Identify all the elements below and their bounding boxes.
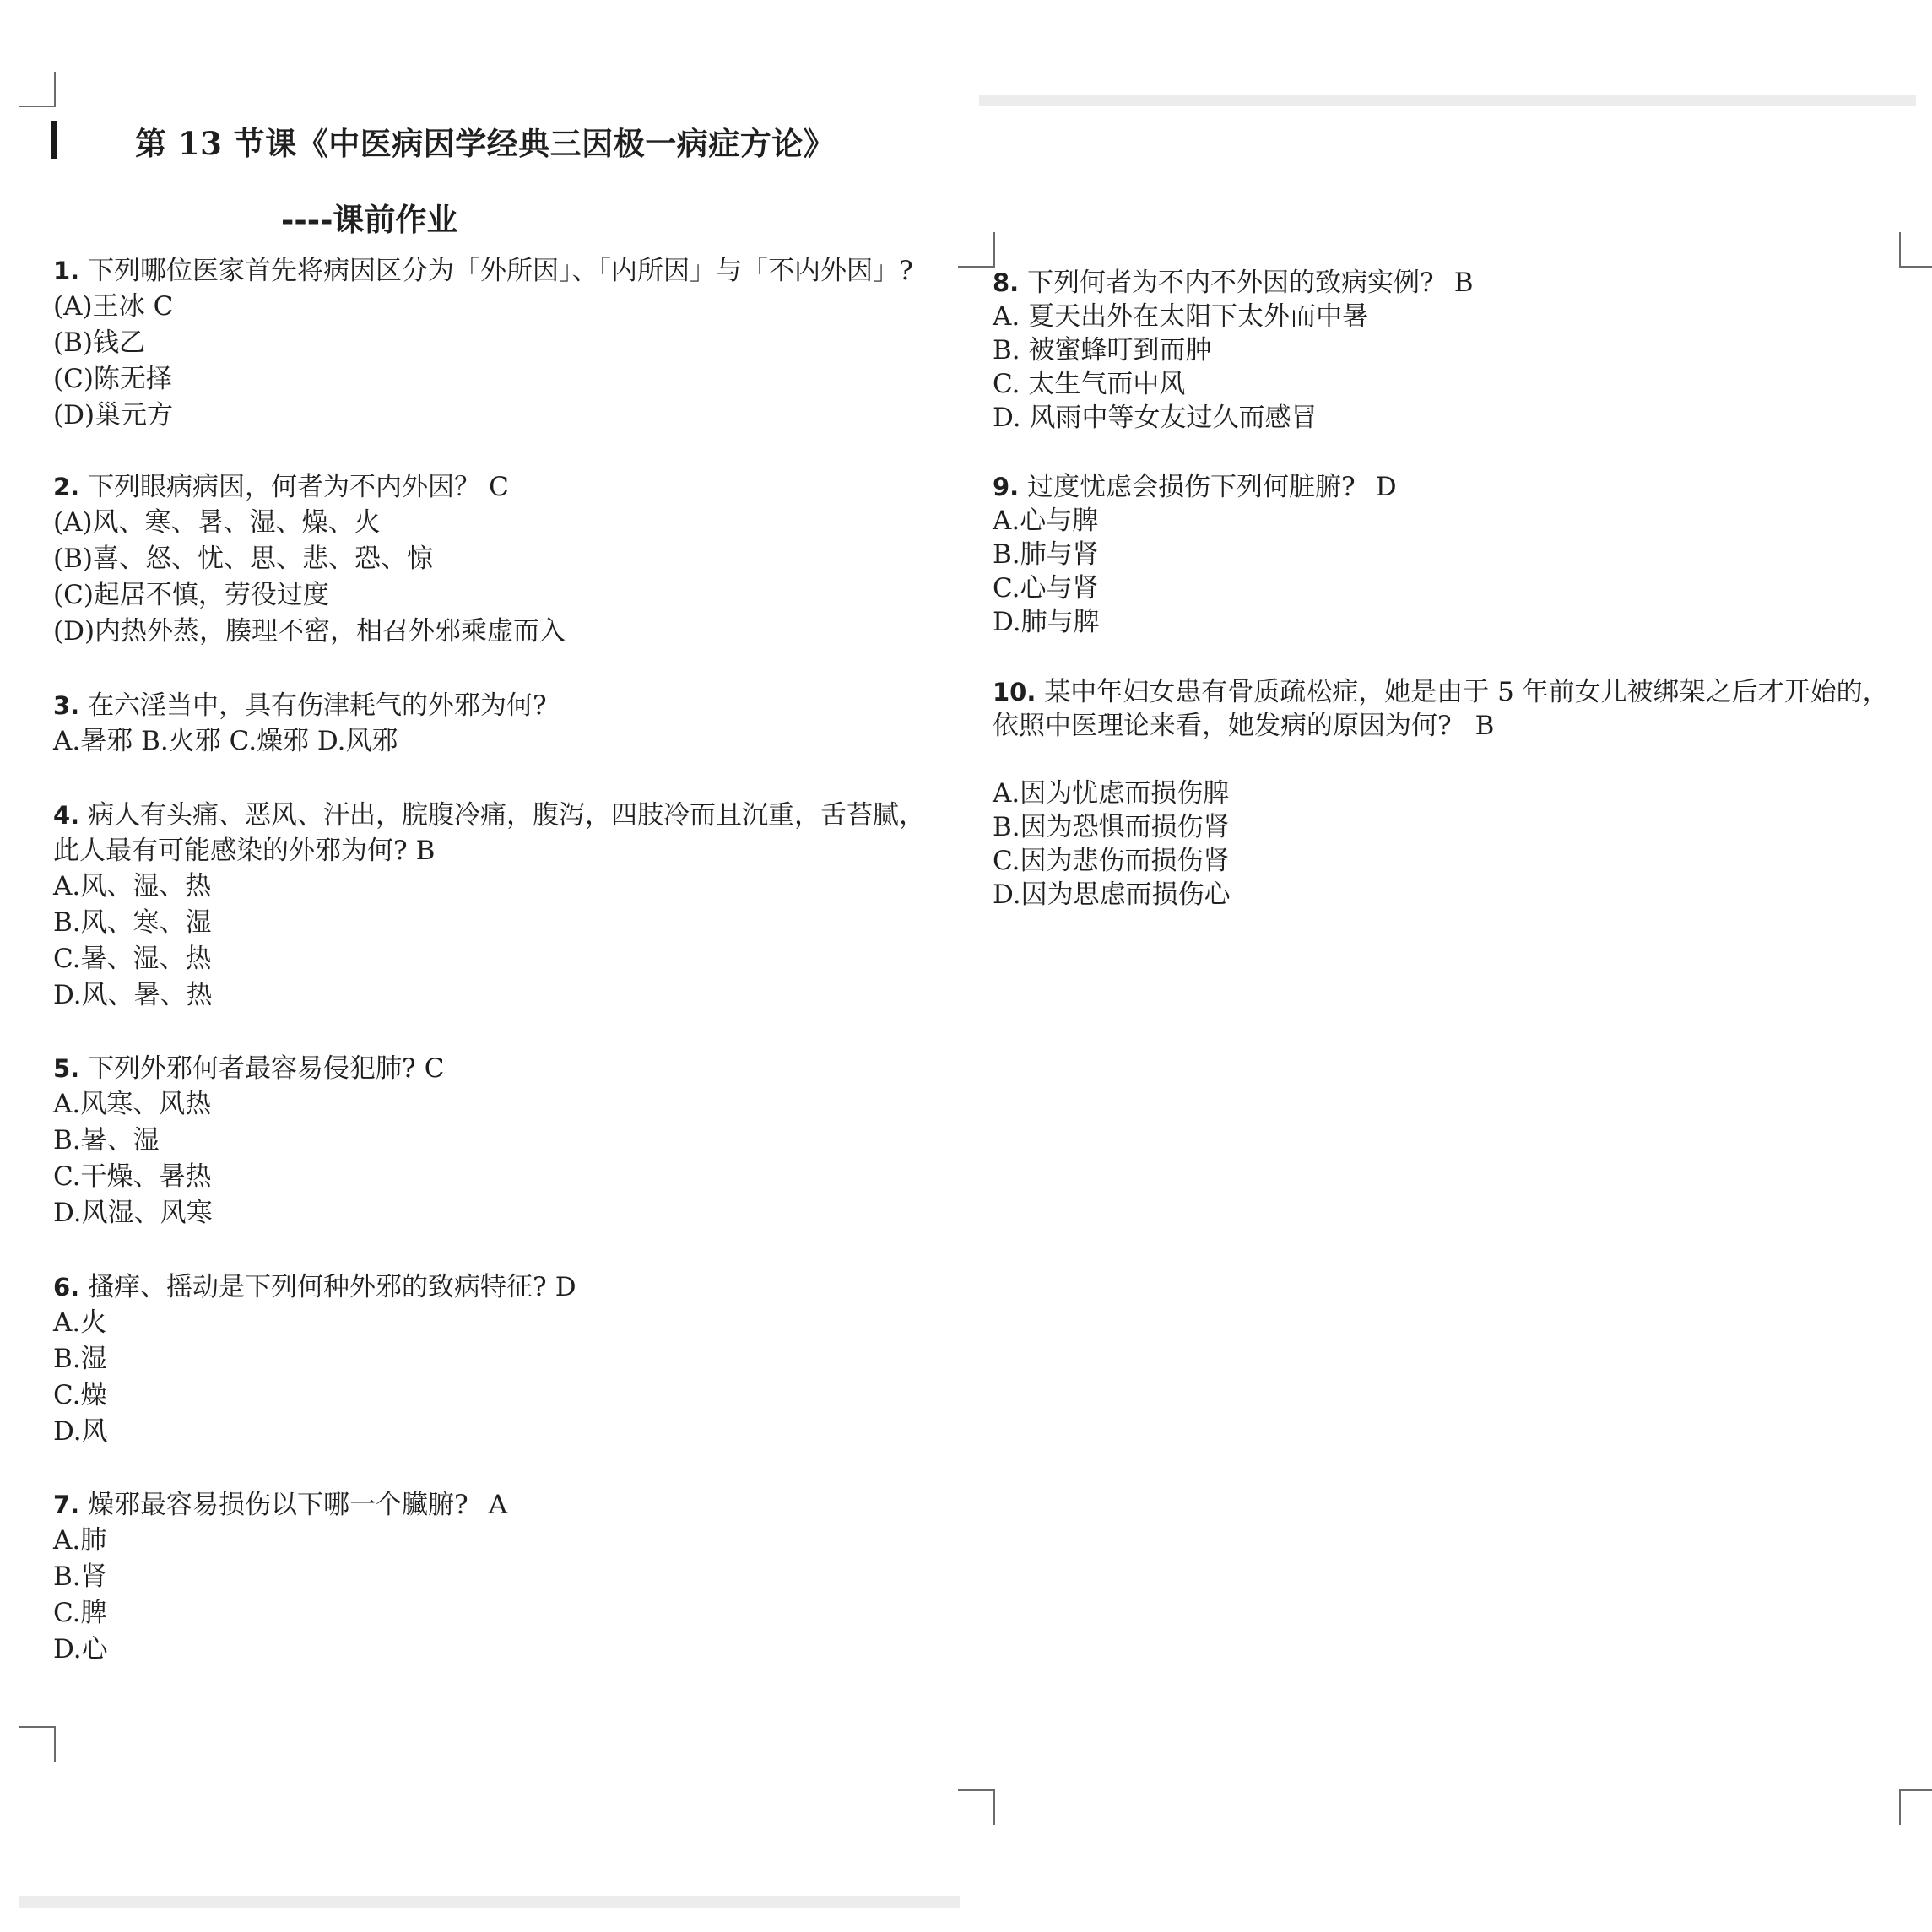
- option: A.心与脾: [993, 506, 1099, 536]
- question-2: 2. 下列眼病病因，何者为不内外因？ C (A)风、寒、暑、湿、燥、火 (B)喜、怒、忧、思、悲、恐、惊 (C)起居不慎，劳役过度 (D)内热外蒸，腠理不密，相召外邪乘虚而入: [53, 469, 566, 650]
- option: C. 太生气而中风: [993, 369, 1186, 399]
- option: B. 被蜜蜂叮到而肿: [993, 335, 1212, 365]
- answer-mark: A: [488, 1490, 508, 1520]
- change-bar: [51, 121, 57, 159]
- option: A.火: [53, 1307, 107, 1338]
- answer-mark: B: [1453, 268, 1474, 298]
- question-10: 10. 某中年妇女患有骨质疏松症，她是由于 5 年前女儿被绑架之后才开始的， 依照中医理论来看，她发病的原因为何? B A.因为忧虑而损伤脾 B.因为恐惧而损伤肾 C.因为悲伤而损伤肾 D.因为思虑而损伤心: [993, 677, 1889, 910]
- question-1: 1. 下列哪位医家首先将病因区分为「外所因」、「内所因」与「不内外因」? (A)王冰 C (B)钱乙 (C)陈无择 (D)巢元方: [53, 253, 913, 434]
- document-page-right: [979, 93, 1932, 1916]
- question-stem: 某中年妇女患有骨质疏松症，她是由于 5 年前女儿被绑架之后才开始的，: [1044, 677, 1889, 707]
- question-stem: 搔痒、摇动是下列何种外邪的致病特征?: [88, 1272, 547, 1302]
- question-stem: 下列外邪何者最容易侵犯肺?: [88, 1053, 416, 1084]
- option: D.风: [53, 1416, 108, 1447]
- option: D. 风雨中等女友过久而感冒: [993, 403, 1318, 433]
- option: (B)钱乙: [53, 327, 145, 358]
- question-9: 9. 过度忧虑会损伤下列何脏腑? D A.心与脾 B.肺与肾 C.心与肾 D.肺与脾: [993, 472, 1397, 637]
- option: (D)巢元方: [53, 400, 174, 430]
- option: B.风、寒、湿: [53, 907, 212, 938]
- question-stem-continued: 依照中医理论来看，她发病的原因为何?: [993, 711, 1452, 741]
- option: B.湿: [53, 1344, 107, 1374]
- option: B.肾: [53, 1561, 107, 1592]
- option: A.风、湿、热: [53, 871, 212, 901]
- option: B.肺与肾: [993, 539, 1099, 570]
- option: (B)喜、怒、忧、思、悲、恐、惊: [53, 544, 433, 574]
- option-row: A.暑邪 B.火邪 C.燥邪 D.风邪: [53, 726, 398, 756]
- answer-mark: C: [153, 291, 174, 322]
- question-stem: 过度忧虑会损伤下列何脏腑?: [1027, 472, 1356, 502]
- option: D.风、暑、热: [53, 980, 213, 1010]
- option: C.脾: [53, 1598, 107, 1628]
- question-stem: 下列哪位医家首先将病因区分为「外所因」、「内所因」与「不内外因」?: [88, 256, 913, 286]
- document-page-left: [0, 0, 962, 1932]
- option: D.肺与脾: [993, 607, 1100, 637]
- option: D.因为思虑而损伤心: [993, 879, 1231, 910]
- option: D.风湿、风寒: [53, 1198, 213, 1228]
- answer-mark: C: [489, 472, 509, 502]
- option: A.肺: [53, 1525, 107, 1556]
- option: A.因为忧虑而损伤脾: [993, 778, 1230, 809]
- option: B.暑、湿: [53, 1125, 160, 1155]
- question-stem: 下列眼病病因，何者为不内外因？: [88, 472, 481, 502]
- option: (C)起居不慎，劳役过度: [53, 580, 329, 610]
- document-title: 第 13 节课《中医病因学经典三因极一病症方论》: [135, 125, 836, 162]
- question-stem: 在六淫当中，具有伤津耗气的外邪为何?: [88, 690, 547, 721]
- document-subtitle: ----课前作业: [281, 201, 458, 238]
- option: B.因为恐惧而损伤肾: [993, 812, 1230, 842]
- answer-mark: B: [1475, 711, 1495, 741]
- answer-mark: D: [1375, 472, 1397, 502]
- question-stem-continued: 此人最有可能感染的外邪为何?: [53, 836, 408, 866]
- option: C.干燥、暑热: [53, 1161, 212, 1192]
- question-6: 6. 搔痒、摇动是下列何种外邪的致病特征? D A.火 B.湿 C.燥 D.风: [53, 1269, 576, 1450]
- question-5: 5. 下列外邪何者最容易侵犯肺? C A.风寒、风热 B.暑、湿 C.干燥、暑热 D.风湿、风寒: [53, 1051, 444, 1231]
- question-8: 8. 下列何者为不内不外因的致病实例? B A. 夏天出外在太阳下太外而中暑 B. 被蜜蜂叮到而肿 C. 太生气而中风 D. 风雨中等女友过久而感冒: [993, 268, 1474, 433]
- option: (A)王冰: [53, 291, 145, 322]
- question-7: 7. 燥邪最容易损伤以下哪一个臟腑? A A.肺 B.肾 C.脾 D.心: [53, 1487, 507, 1668]
- option: C.燥: [53, 1380, 107, 1410]
- option: (A)风、寒、暑、湿、燥、火: [53, 507, 381, 538]
- question-4: 4. 病人有头痛、恶风、汗出，脘腹冷痛，腹泻，四肢冷而且沉重，舌苔腻， 此人最有可能感染的外邪为何? B A.风、湿、热 B.风、寒、湿 C.暑、湿、热 D.风、暑、热: [53, 798, 925, 1014]
- option: C.因为悲伤而损伤肾: [993, 846, 1230, 876]
- answer-mark: D: [555, 1272, 576, 1302]
- option: C.暑、湿、热: [53, 944, 212, 974]
- answer-mark: C: [424, 1053, 445, 1084]
- option: (D)内热外蒸，腠理不密，相召外邪乘虚而入: [53, 616, 566, 647]
- question-stem: 病人有头痛、恶风、汗出，脘腹冷痛，腹泻，四肢冷而且沉重，舌苔腻，: [88, 800, 926, 831]
- option: A. 夏天出外在太阳下太外而中暑: [993, 301, 1369, 332]
- option: C.心与肾: [993, 573, 1099, 603]
- option: D.心: [53, 1634, 108, 1664]
- question-stem: 下列何者为不内不外因的致病实例?: [1027, 268, 1434, 298]
- question-stem: 燥邪最容易损伤以下哪一个臟腑?: [88, 1490, 468, 1520]
- question-3: 3. 在六淫当中，具有伤津耗气的外邪为何? A.暑邪 B.火邪 C.燥邪 D.风邪: [53, 688, 547, 760]
- option: A.风寒、风热: [53, 1089, 212, 1119]
- option: (C)陈无择: [53, 364, 172, 394]
- answer-mark: B: [415, 836, 436, 866]
